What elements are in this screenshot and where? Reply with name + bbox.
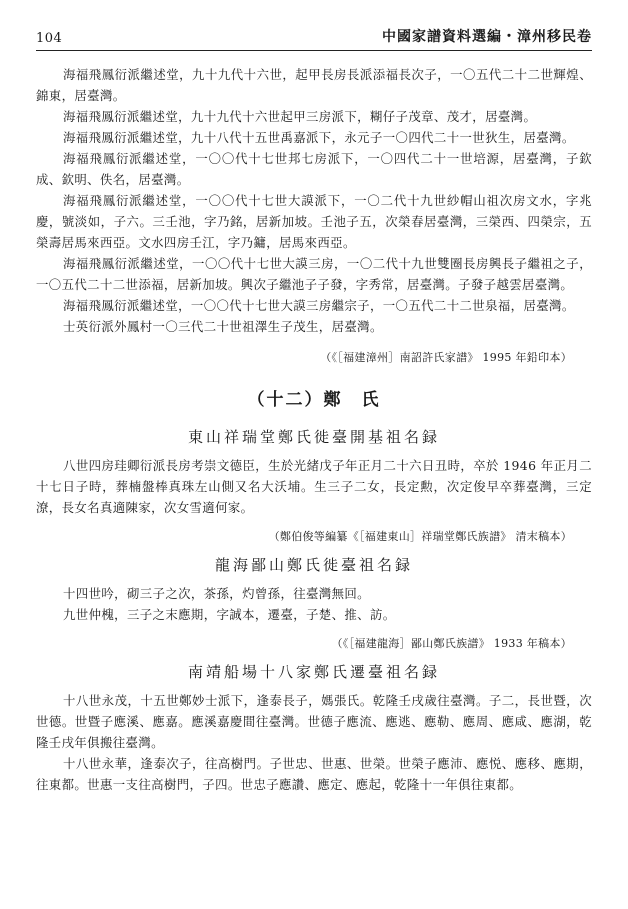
paragraph: 海福飛鳳衍派繼述堂，九十八代十五世禹嘉派下，永元子一〇四代二十一世狄生，居臺灣。	[63, 130, 575, 145]
source-citation: （《［福建漳州］南詔許氏家譜》 1995 年鉛印本）	[320, 351, 572, 364]
xu-clan-section	[36, 64, 592, 365]
paragraph: 海福飛鳳衍派繼述堂，九十九代十六世，起甲長房長派添福長次子，一〇五代二十二世輝煌、錦東，居臺灣。	[36, 67, 592, 103]
section-title: （十二）鄭 氏	[247, 390, 381, 410]
paragraph: 八世四房珪卿衍派長房考崇文德臣，生於光緒戊子年正月二十六日丑時，卒於 1946 年正月二十七日子時，葬楠盤棒真珠左山側又名大沃埔。生三子二女，長定勲，次定俊早卒葬臺灣，三定潦，長女名真適陳家，次女雪適何家。	[36, 458, 592, 515]
paragraph: 海福飛鳳衍派繼述堂，一〇〇代十七世邦七房派下，一〇四代二十一世培源，居臺灣，子欽成、欽明、佚名，居臺灣。	[36, 151, 592, 187]
paragraph: 海福飛鳳衍派繼述堂，一〇〇代十七世大謨派下，一〇二代十九世紗帽山祖次房文水，字兆慶，號淡如，子六。三壬池，字乃銘，居新加坡。壬池子五，次榮春居臺灣，三榮西、四榮宗，五榮壽居馬來西亞。文水四房壬江，字乃鏞，居馬來西亞。	[36, 193, 592, 250]
running-title: 中國家譜資料選編・漳州移民卷	[382, 29, 592, 45]
paragraph: 海福飛鳳衍派繼述堂，一〇〇代十七世大謨三房，一〇二代十九世雙圈長房興長子繼祖之子，一〇五代二十二世添福，居新加坡。興次子繼池子子發，字秀常，居臺灣。子發子越雲居臺灣。	[36, 256, 592, 292]
sub-heading: 龍海鄙山鄭氏徙臺祖名録	[214, 556, 413, 574]
source-citation: （鄭伯俊等編纂《［福建東山］祥瑞堂鄭氏族譜》 清末稿本）	[268, 530, 572, 543]
paragraph: 士英衍派外鳳村一〇三代二十世祖澤生子茂生，居臺灣。	[63, 319, 383, 334]
page-body	[36, 64, 592, 795]
paragraph: 海福飛鳳衍派繼述堂，九十九代十六世起甲三房派下，糊仔子茂章、茂才，居臺灣。	[63, 109, 537, 124]
nanjing-section	[36, 661, 592, 795]
dongshan-section	[36, 426, 592, 544]
sub-heading: 南靖船場十八家鄭氏遷臺祖名録	[187, 663, 440, 681]
paragraph: 九世仲槐，三子之末應期，字誠本，遷臺，子楚、推、訪。	[63, 607, 396, 622]
source-citation: （《［福建龍海］鄙山鄭氏族譜》 1933 年稿本）	[331, 637, 572, 650]
sub-heading: 東山祥瑞堂鄭氏徙臺開基祖名録	[187, 428, 440, 446]
paragraph: 十四世吟，砌三子之次，茶孫，灼曾孫，往臺灣無回。	[63, 586, 370, 601]
page-number: 104	[36, 31, 63, 46]
longhai-section	[36, 554, 592, 651]
page-header	[36, 22, 592, 51]
paragraph: 十八世永華，逢泰次子，往高樹門。子世忠、世惠、世榮。世榮子應沛、應悦、應移、應期，往東都。世惠一支往高樹門，子四。世忠子應讚、應定、應起，乾隆十一年俱往東都。	[36, 756, 592, 792]
paragraph: 十八世永茂，十五世鄭妙士派下，逢泰長子，媽張氏。乾隆壬戌歲往臺灣。子二，長世暨，次世德。世暨子應溪、應嘉。應溪嘉慶間往臺灣。世德子應流、應逃、應勒、應周、應咸、應湖，乾隆壬戌年俱搬往臺灣。	[36, 693, 592, 750]
paragraph: 海福飛鳳衍派繼述堂，一〇〇代十七世大謨三房繼宗子，一〇五代二十二世泉福，居臺灣。	[63, 298, 575, 313]
